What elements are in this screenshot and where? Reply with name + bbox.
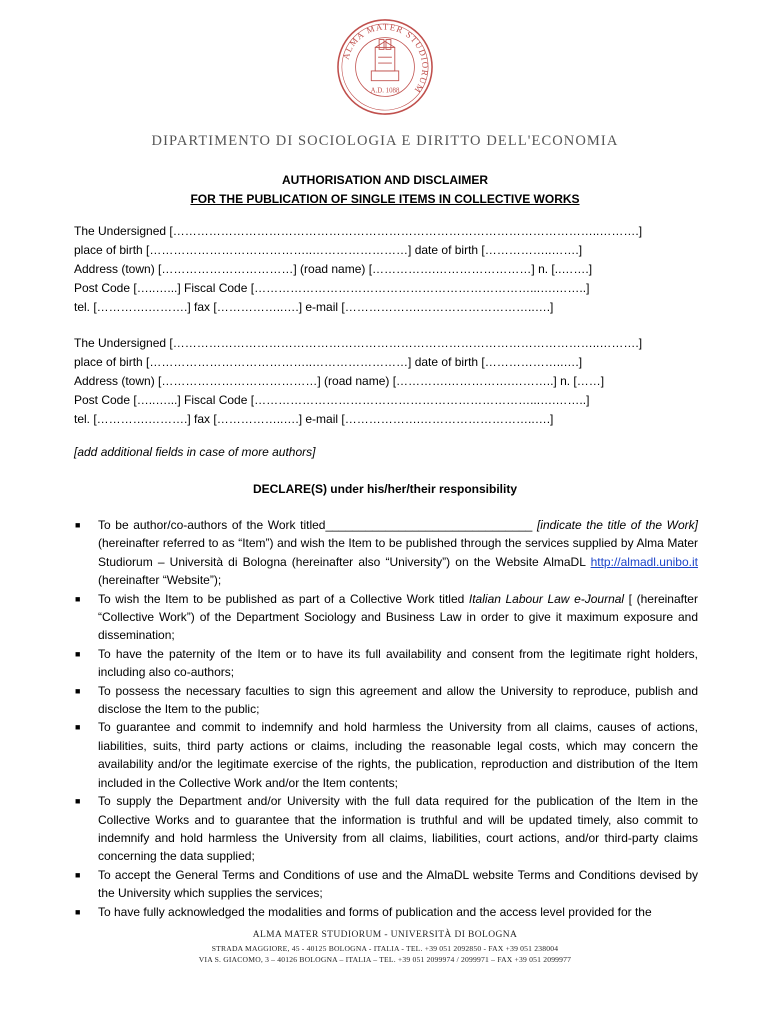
list-item: [74, 516, 698, 590]
footer-address-2: VIA S. GIACOMO, 3 – 40126 BOLOGNA – ITALIA – TEL. +39 051 2099974 / 2099971 – FAX +39 051 2099977: [198, 955, 572, 964]
postcode-fiscal-field[interactable]: Post Code […..…...] Fiscal Code [……………………………………………………………...….……..]: [74, 281, 590, 295]
author-form-1: [74, 222, 674, 317]
undersigned-field[interactable]: The Undersigned [……………………………………………………………………………………………..……….]: [74, 336, 643, 350]
footer-address-1: STRADA MAGGIORE, 45 - 40125 BOLOGNA - ITALIA - TEL. +39 051 2092850 - FAX +39 051 238004: [211, 944, 559, 953]
birth-field[interactable]: place of birth […………………………………..……………………] date of birth [………………..….]: [74, 355, 583, 369]
bullet-text: To guarantee and commit to indemnify and hold harmless the University from all claims, causes of actions, liabilities, suits, third party actions or claims, including the reasonable legal costs, which may concern the availability and/or the legitimate exercise of the rights, the publication, reproduction and distribution of the Item included in the Collective Work and/or the Item contents;: [98, 720, 698, 790]
bullet-text: To supply the Department and/or University with the full data required for the publication of the Item in the Collective Works and to guarantee that the information is truthful and will be updated timely, also commit to indemnify and hold harmless the University from all claims, liabilities, court actions, and/or third-party claims concerning the data supplied;: [98, 794, 698, 864]
bullet-italic-text: [indicate the title of the Work]: [536, 518, 698, 532]
almadl-link[interactable]: http://almadl.unibo.it: [590, 554, 698, 569]
bullet-text: To accept the General Terms and Conditions of use and the AlmaDL website Terms and Conditions devised by the University which supplies the services;: [98, 867, 698, 901]
contact-field[interactable]: tel. [………….……….] fax [……………..….] e-mail [……………….………………………..….]: [74, 300, 554, 314]
undersigned-field[interactable]: The Undersigned [……………………………………………………………………………………………..……….]: [74, 224, 643, 238]
bullet-text: (hereinafter referred to as “Item”) and wish the Item to be published through the services supplied by Alma Mater Studiorum – Università di Bologna (hereinafter also “University”) on the Website AlmaDL: [98, 536, 698, 569]
list-item: [74, 866, 698, 903]
bullet-icon: ■: [75, 796, 81, 807]
bullet-text: To wish the Item to be published as part of a Collective Work titled: [98, 591, 469, 606]
list-item: [74, 645, 698, 682]
list-item: [74, 590, 698, 645]
seal-text: ALMA MATER STUDIORUM: [340, 21, 431, 96]
author-form-2: [74, 334, 674, 429]
bullet-icon: ■: [75, 648, 81, 659]
list-item: [74, 903, 698, 921]
bullet-icon: ■: [75, 593, 81, 604]
document-title: AUTHORISATION AND DISCLAIMER: [282, 173, 488, 187]
bullet-icon: ■: [75, 722, 81, 733]
journal-title: Italian Labour Law e-Journal: [468, 591, 625, 606]
postcode-fiscal-field[interactable]: Post Code […..…...] Fiscal Code [……………………………………………………………...….……..]: [74, 393, 590, 407]
address-field[interactable]: Address (town) [……………………………] (road name) […………….……………………] n. [..…….]: [74, 262, 593, 276]
bullet-text: To be author/co-authors of the Work titled_______________________________: [98, 518, 537, 532]
declaration-list: [74, 516, 698, 921]
bullet-icon: ■: [75, 869, 81, 880]
document-subtitle: FOR THE PUBLICATION OF SINGLE ITEMS IN COLLECTIVE WORKS: [190, 192, 580, 206]
additional-authors-note: [add additional fields in case of more authors]: [74, 445, 316, 459]
seal-date: A.D. 1088: [370, 87, 400, 95]
birth-field[interactable]: place of birth […………………………………..……………………] date of birth [……………..…….]: [74, 243, 583, 257]
bullet-text: (hereinafter “Website”);: [98, 573, 222, 588]
bullet-text: To have fully acknowledged the modalities and forms of publication and the access level provided for the: [98, 904, 652, 919]
bullet-text: [ (hereinafter “Collective Work”) of the Department Sociology and Business Law in order to give it maximum exposure and dissemination;: [98, 591, 698, 643]
list-item: [74, 682, 698, 719]
list-item: [74, 792, 698, 866]
bullet-icon: ■: [75, 906, 81, 917]
declaration-heading: DECLARE(S) under his/her/their responsibility: [252, 482, 518, 496]
bullet-text: To possess the necessary faculties to sign this agreement and allow the University to reproduce, publish and disclose the Item to the public;: [98, 683, 698, 717]
list-item: [74, 718, 698, 792]
university-seal-logo: [336, 18, 434, 116]
department-name: DIPARTIMENTO DI SOCIOLOGIA E DIRITTO DELL'ECONOMIA: [151, 133, 619, 149]
contact-field[interactable]: tel. [………….……….] fax [……………..….] e-mail [……………….………………………..….]: [74, 412, 554, 426]
bullet-icon: ■: [75, 685, 81, 696]
address-field[interactable]: Address (town) […………………………………] (road name) [………….…………….………..] n. [……]: [74, 374, 605, 388]
footer-university-name: ALMA MATER STUDIORUM - UNIVERSITÀ DI BOLOGNA: [252, 930, 518, 940]
bullet-text: To have the paternity of the Item or to have its full availability and consent from the legitimate right holders, including also co-authors;: [98, 646, 698, 680]
bullet-icon: ■: [75, 520, 81, 530]
